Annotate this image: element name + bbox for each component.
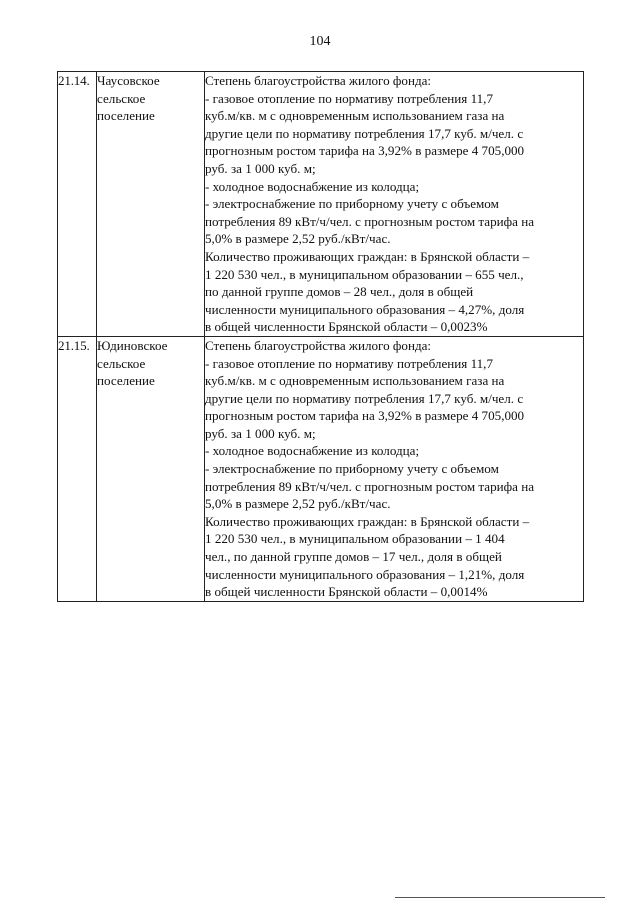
description-line: численности муниципального образования – 1,21%, доля <box>205 566 525 582</box>
description-line: в общей численности Брянской области – 0,0023% <box>205 319 488 335</box>
settlement-name-line: поселение <box>97 108 155 124</box>
row-number: 21.14. <box>58 73 90 88</box>
settlements-table <box>57 71 584 602</box>
page-number: 104 <box>309 34 331 49</box>
description-line: 1 220 530 чел., в муниципальном образовании – 1 404 <box>205 531 505 547</box>
description-line: руб. за 1 000 куб. м; <box>205 425 316 441</box>
table-row <box>58 72 584 337</box>
description-line: по данной группе домов – 28 чел., доля в общей <box>205 284 474 300</box>
description-line: - газовое отопление по нормативу потребления 11,7 <box>205 355 493 371</box>
settlement-name-line: сельское <box>97 90 146 106</box>
description-line: - электроснабжение по приборному учету с объемом <box>205 196 499 212</box>
description-line: численности муниципального образования – 4,27%, доля <box>205 301 525 317</box>
row-number: 21.15. <box>58 337 90 353</box>
row-number-cell <box>58 72 97 337</box>
description-line: 5,0% в размере 2,52 руб./кВт/час. <box>205 231 391 247</box>
description-line: - газовое отопление по нормативу потребления 11,7 <box>205 90 493 106</box>
description-line: в общей численности Брянской области – 0,0014% <box>205 584 488 600</box>
housing-description-cell <box>205 336 584 601</box>
description-line: потребления 89 кВт/ч/чел. с прогнозным ростом тарифа на <box>205 213 535 229</box>
description-line: прогнозным ростом тарифа на 3,92% в размере 4 705,000 <box>205 408 525 424</box>
description-line: чел., по данной группе домов – 17 чел., доля в общей <box>205 549 502 565</box>
description-line: прогнозным ростом тарифа на 3,92% в размере 4 705,000 <box>205 143 525 159</box>
description-line: Количество проживающих граждан: в Брянской области – <box>205 248 530 264</box>
description-line: другие цели по нормативу потребления 17,7 куб. м/чел. с <box>205 125 524 141</box>
description-line: - электроснабжение по приборному учету с объемом <box>205 461 499 477</box>
settlement-name-line: сельское <box>97 355 146 371</box>
description-line: куб.м/кв. м с одновременным использованием газа на <box>205 373 505 389</box>
description-line: - холодное водоснабжение из колодца; <box>205 178 420 194</box>
footer-divider <box>395 897 605 898</box>
description-line: 1 220 530 чел., в муниципальном образовании – 655 чел., <box>205 266 524 282</box>
description-line: руб. за 1 000 куб. м; <box>205 160 316 176</box>
settlement-name-cell <box>97 336 205 601</box>
settlement-name-line: поселение <box>97 373 155 389</box>
settlement-name-line: Чаусовское <box>97 73 160 88</box>
description-line: Степень благоустройства жилого фонда: <box>205 73 432 88</box>
table-row <box>58 336 584 601</box>
description-line: куб.м/кв. м с одновременным использованием газа на <box>205 108 505 124</box>
description-line: другие цели по нормативу потребления 17,7 куб. м/чел. с <box>205 390 524 406</box>
settlement-name-cell <box>97 72 205 337</box>
row-number-cell <box>58 336 97 601</box>
description-line: Количество проживающих граждан: в Брянской области – <box>205 513 530 529</box>
description-line: 5,0% в размере 2,52 руб./кВт/час. <box>205 496 391 512</box>
housing-description-cell <box>205 72 584 337</box>
description-line: - холодное водоснабжение из колодца; <box>205 443 420 459</box>
description-line: потребления 89 кВт/ч/чел. с прогнозным ростом тарифа на <box>205 478 535 494</box>
settlement-name-line: Юдиновское <box>97 337 168 353</box>
description-line: Степень благоустройства жилого фонда: <box>205 337 432 353</box>
